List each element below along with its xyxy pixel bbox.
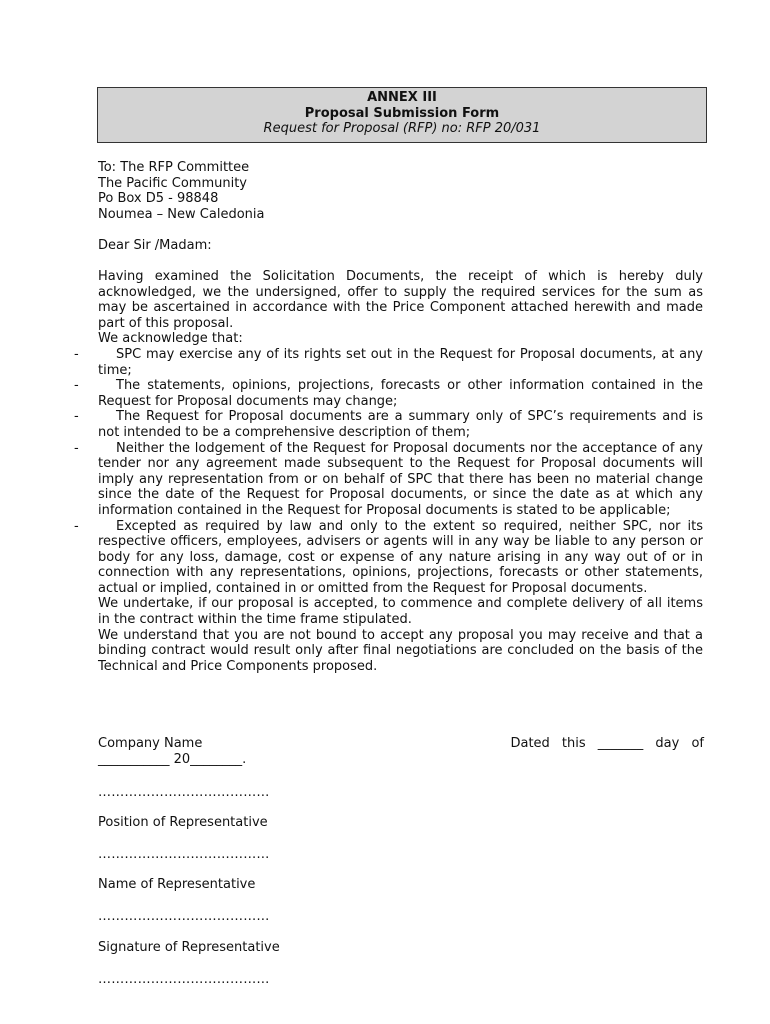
rfp-reference: Request for Proposal (RFP) no: RFP 20/031 [263,121,541,136]
annex-header-box [97,87,707,143]
dated-line: Dated this _______ day of [510,736,704,751]
understand-paragraph: We understand that you are not bound to accept any proposal you may receive and that a binding contract would result only after final negotiations are concluded on the basis of the Technical and Price Components proposed. [98,627,703,674]
bullet-dash: - [74,409,79,425]
undertake-paragraph: We undertake, if our proposal is accepted, to commence and complete delivery of all items in the contract within the time frame stipulated. [98,596,703,628]
address-po-box: Po Box D5 - 98848 [98,191,219,207]
address-organisation: The Pacific Community [98,175,247,191]
form-title: Proposal Submission Form [304,105,500,121]
acknowledgement-item [74,409,703,440]
acknowledgement-item [74,440,703,519]
acknowledgement-text: Excepted as required by law and only to the extent so required, neither SPC, nor its respective officers, employees, advisers or agents will in any way be liable to any person or body for any loss, damage, cost or expense of any nature arising in any way out of or in connection with any representations, opinions, projections, forecasts or other statements, actual or implied, contained in or omitted from the Request for Proposal documents. [98,518,703,596]
position-label: Position of Representative [98,815,268,830]
bullet-dash: - [74,346,79,362]
date-year-line: ___________ 20________. [98,751,247,767]
letter-body [74,269,703,674]
acknowledge-heading: We acknowledge that: [98,331,243,347]
annex-title: ANNEX III [367,90,437,105]
address-to: To: The RFP Committee [98,160,250,175]
acknowledgement-text: The statements, opinions, projections, forecasts or other information contained in the Request for Proposal documents may change; [98,378,703,409]
bullet-dash: - [74,440,79,456]
acknowledgement-text: SPC may exercise any of its rights set out in the Request for Proposal documents, at any time; [98,346,703,378]
bullet-dash: - [74,378,79,394]
recipient-address [98,160,703,222]
salutation: Dear Sir /Madam: [98,238,212,253]
company-date-row [98,736,704,767]
company-name-label: Company Name [98,736,203,751]
acknowledgement-text: Neither the lodgement of the Request for Proposal documents nor the acceptance of any tender nor any agreement made subsequent to the Request for Proposal documents will imply any representation from or on behalf of SPC that there has been no material change since the date of the Request for Proposal documents, or since the date as at which any information contained in the Request for Proposal documents is stated to be applicable; [98,440,703,518]
bullet-dash: - [74,518,79,534]
name-blank: ………………………………… [98,909,270,924]
acknowledgement-item [74,378,703,409]
company-name-blank: ………………………………… [98,785,270,800]
signature-blank: ………………………………… [98,972,270,987]
signature-label: Signature of Representative [98,940,280,955]
intro-paragraph: Having examined the Solicitation Documents, the receipt of which is hereby duly acknowledged, we the undersigned, offer to supply the required services for the sum as may be ascertained in accordance with the Price Component attached herewith and made part of this proposal. [98,269,703,331]
address-city: Noumea – New Caledonia [98,206,265,222]
position-blank: ………………………………… [98,847,270,862]
name-label: Name of Representative [98,877,256,892]
acknowledgement-item [74,346,703,378]
acknowledgement-item [74,518,703,597]
acknowledgement-text: The Request for Proposal documents are a summary only of SPC’s requirements and is not intended to be a comprehensive description of them; [98,409,703,440]
